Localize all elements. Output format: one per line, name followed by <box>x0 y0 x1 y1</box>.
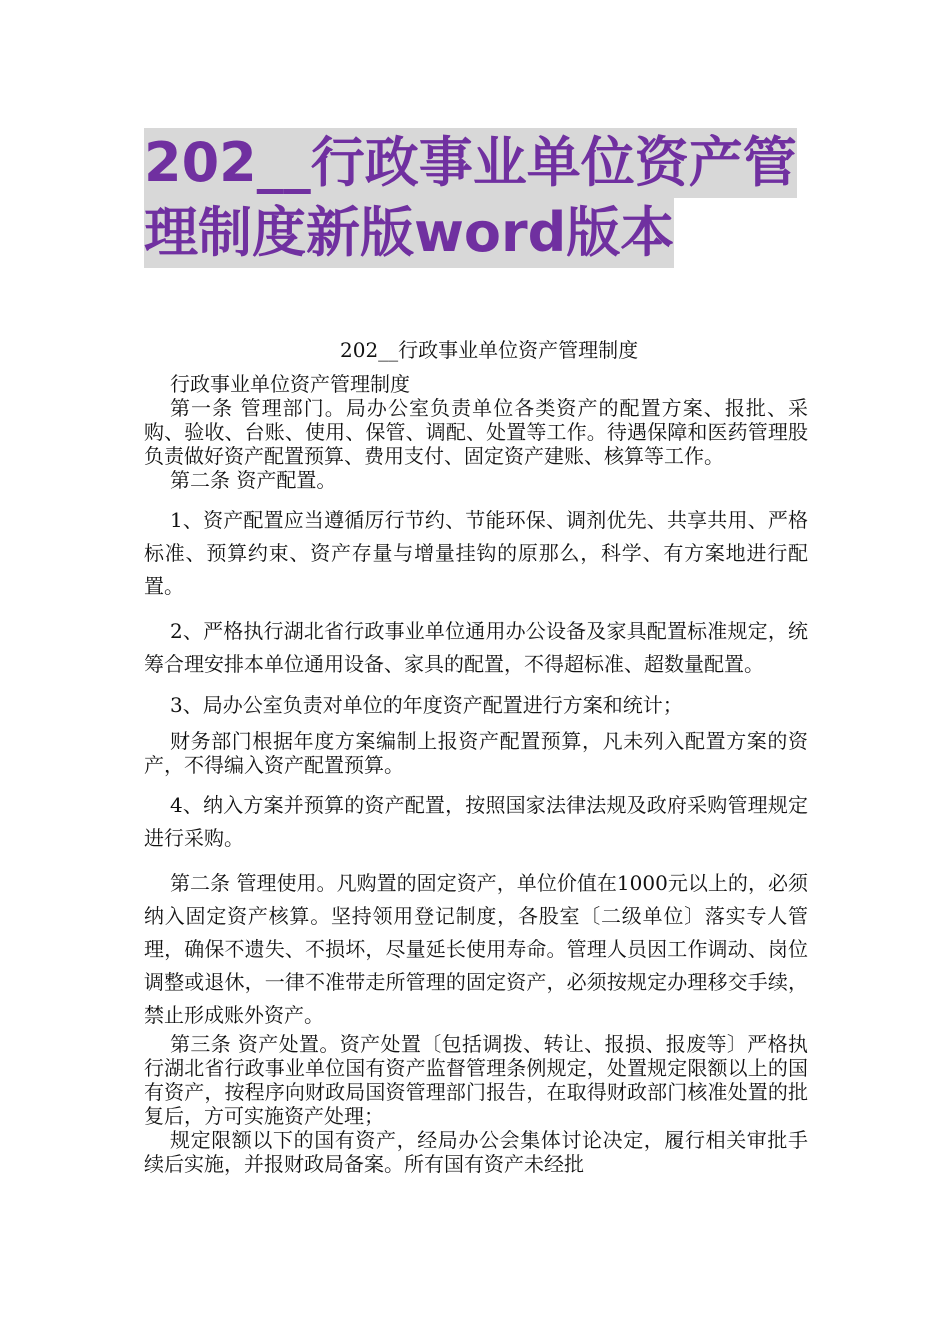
body-paragraph: 行政事业单位资产管理制度 <box>170 372 410 396</box>
document-title <box>144 128 824 264</box>
title-line-1: 202__行政事业单位资产管 <box>144 128 797 198</box>
body-paragraph: 2、严格执行湖北省行政事业单位通用办公设备及家具配置标准规定，统筹合理安排本单位通用设备、家具的配置，不得超标准、超数量配置。 <box>144 619 808 676</box>
document-subtitle: 202__行政事业单位资产管理制度 <box>340 338 639 362</box>
body-paragraph: 第三条 资产处置。资产处置〔包括调拨、转让、报损、报废等〕严格执行湖北省行政事业单位国有资产监督管理条例规定，处置规定限额以上的国有资产，按程序向财政局国资管理部门报告，在取得财政部门核准处置的批复后，方可实施资产处理； <box>144 1032 808 1128</box>
body-paragraph: 规定限额以下的国有资产，经局办公会集体讨论决定，履行相关审批手续后实施，并报财政局备案。所有国有资产未经批 <box>144 1128 808 1176</box>
body-paragraph: 3、局办公室负责对单位的年度资产配置进行方案和统计； <box>170 693 683 717</box>
document-body <box>144 372 808 1176</box>
body-paragraph: 第二条 资产配置。 <box>170 468 337 492</box>
body-paragraph: 财务部门根据年度方案编制上报资产配置预算，凡未列入配置方案的资产，不得编入资产配置预算。 <box>144 729 808 777</box>
body-paragraph: 4、纳入方案并预算的资产配置，按照国家法律法规及政府采购管理规定进行采购。 <box>144 793 808 850</box>
body-paragraph: 第一条 管理部门。局办公室负责单位各类资产的配置方案、报批、采购、验收、台账、使用、保管、调配、处置等工作。待遇保障和医药管理股负责做好资产配置预算、费用支付、固定资产建账、核算等工作。 <box>144 396 808 468</box>
title-line-2: 理制度新版word版本 <box>144 198 674 268</box>
body-paragraph: 1、资产配置应当遵循厉行节约、节能环保、调剂优先、共享共用、严格标准、预算约束、资产存量与增量挂钩的原那么，科学、有方案地进行配置。 <box>144 508 808 598</box>
body-paragraph: 第二条 管理使用。凡购置的固定资产，单位价值在1000元以上的，必须纳入固定资产核算。坚持领用登记制度，各股室〔二级单位〕落实专人管理，确保不遗失、不损坏，尽量延长使用寿命。管理人员因工作调动、岗位调整或退休，一律不准带走所管理的固定资产，必须按规定办理移交手续，禁止形成账外资产。 <box>144 871 808 1027</box>
